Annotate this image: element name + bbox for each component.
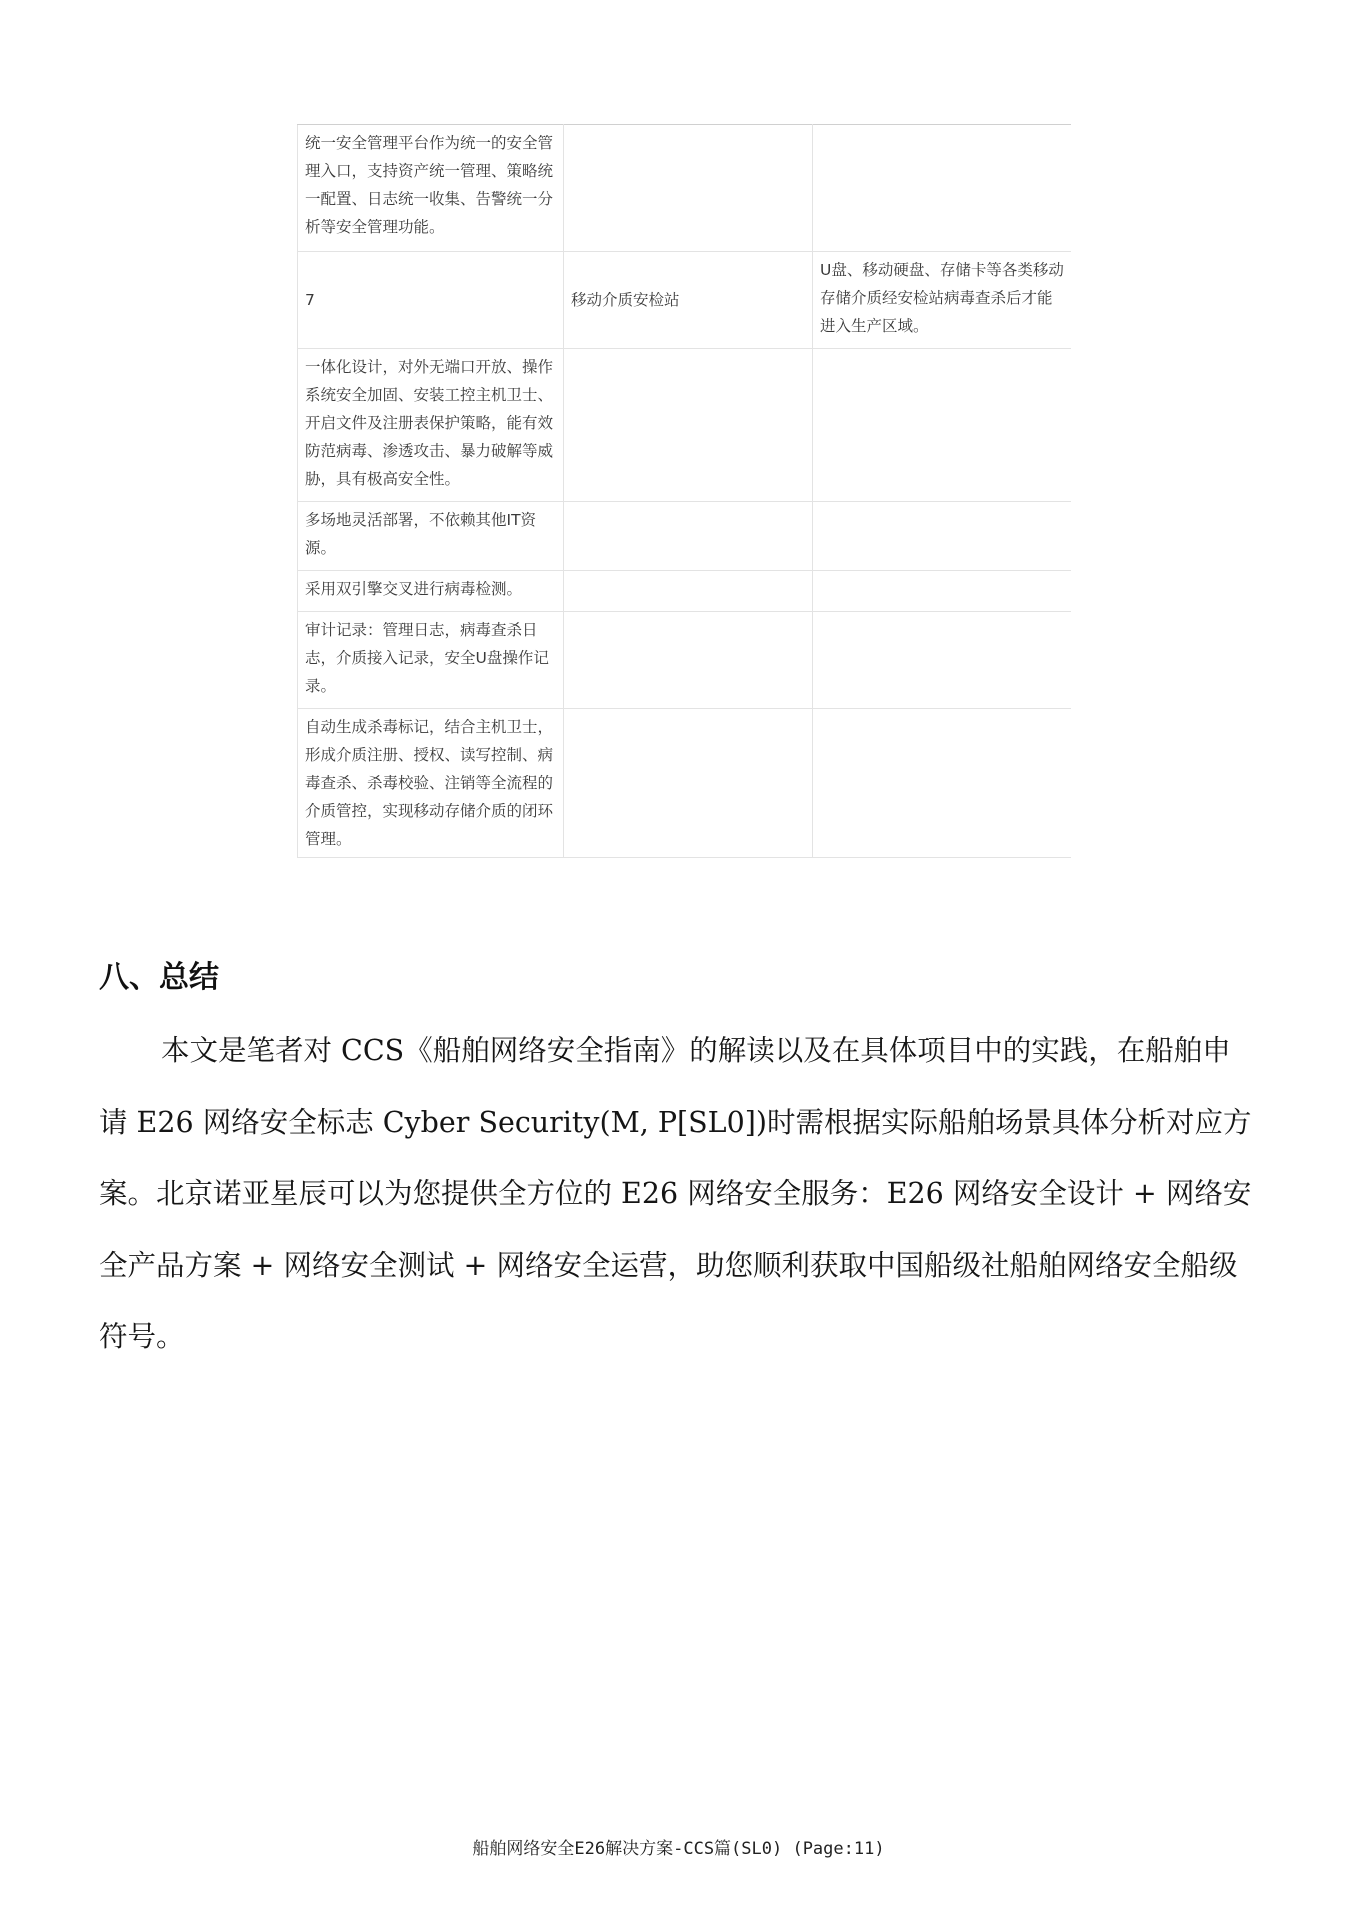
table-row	[298, 125, 1072, 252]
table-cell-description: U盘、移动硬盘、存储卡等各类移动存储介质经安检站病毒查杀后才能进入生产区域。	[813, 252, 1072, 349]
table-row	[298, 502, 1072, 571]
spec-table	[297, 124, 1071, 858]
table-row	[298, 252, 1072, 349]
table-cell-index: 7	[298, 252, 564, 349]
table-cell	[564, 709, 813, 858]
table-cell: 多场地灵活部署，不依赖其他IT资源。	[298, 502, 564, 571]
table-cell	[813, 502, 1072, 571]
table-cell	[564, 125, 813, 252]
table-cell: 自动生成杀毒标记，结合主机卫士，形成介质注册、授权、读写控制、病毒查杀、杀毒校验、注销等全流程的介质管控，实现移动存储介质的闭环管理。	[298, 709, 564, 858]
section-title: 八、总结	[99, 960, 219, 995]
table-cell-product: 移动介质安检站	[564, 252, 813, 349]
summary-paragraph: 本文是笔者对 CCS《船舶网络安全指南》的解读以及在具体项目中的实践，在船舶申请 E26 网络安全标志 Cyber Security(M, P[SL0])时需根据实际船舶场景具体分析对应方案。北京诺亚星辰可以为您提供全方位的 E26 网络安全服务：E26 网络安全设计 + 网络安全产品方案 + 网络安全测试 + 网络安全运营，助您顺利获取中国船级社船舶网络安全船级符号。	[99, 1034, 1252, 1353]
page-footer: 船舶网络安全E26解决方案-CCS篇(SL0) (Page:11)	[472, 1839, 885, 1859]
table-cell: 审计记录：管理日志，病毒查杀日志，介质接入记录，安全U盘操作记录。	[298, 612, 564, 709]
table-cell	[813, 125, 1072, 252]
table-row	[298, 349, 1072, 502]
table-cell	[564, 612, 813, 709]
table-cell	[564, 571, 813, 612]
table-cell: 统一安全管理平台作为统一的安全管理入口，支持资产统一管理、策略统一配置、日志统一收集、告警统一分析等安全管理功能。	[298, 125, 564, 252]
spec-table-region	[297, 124, 1071, 858]
table-row	[298, 612, 1072, 709]
table-cell	[564, 349, 813, 502]
table-row	[298, 709, 1072, 858]
table-cell: 采用双引擎交叉进行病毒检测。	[298, 571, 564, 612]
table-cell	[813, 612, 1072, 709]
table-cell: 一体化设计，对外无端口开放、操作系统安全加固、安装工控主机卫士、开启文件及注册表保护策略，能有效防范病毒、渗透攻击、暴力破解等威胁，具有极高安全性。	[298, 349, 564, 502]
table-row	[298, 571, 1072, 612]
table-cell	[813, 349, 1072, 502]
table-cell	[813, 709, 1072, 858]
table-cell	[564, 502, 813, 571]
table-cell	[813, 571, 1072, 612]
